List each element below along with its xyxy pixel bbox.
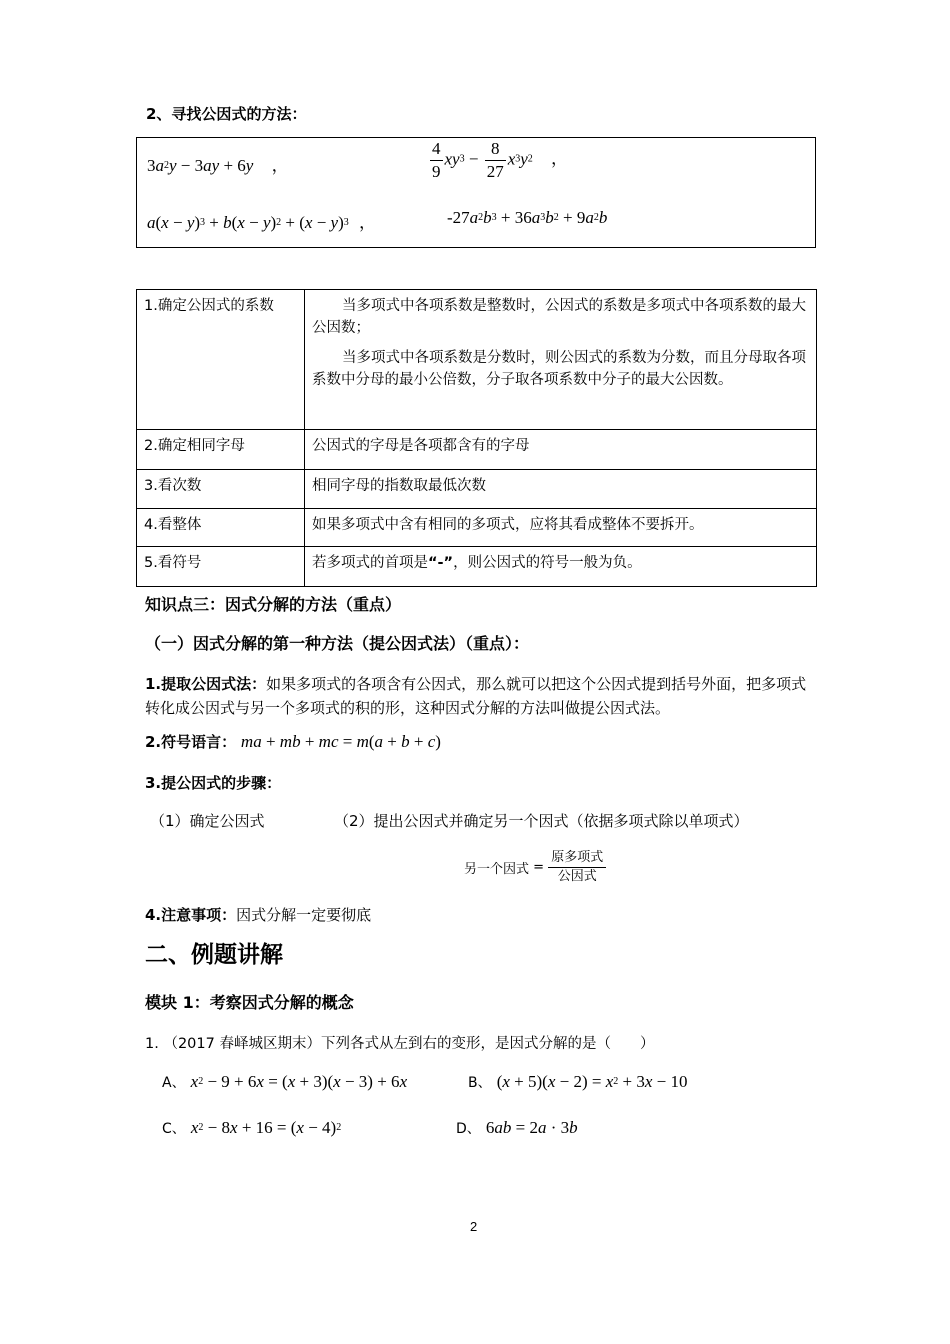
symbol-formula: ma + mb + mc = m(a + b + c) [240, 732, 441, 751]
factor-formula: 另一个因式 = 原多项式 公因式 [464, 849, 606, 886]
formula-left: 另一个因式 [464, 862, 530, 877]
kp3-heading: 知识点三：因式分解的方法（重点） [145, 595, 402, 614]
section-heading: 2、寻找公因式的方法： [146, 105, 307, 123]
page-number: 2 [470, 1219, 478, 1234]
item-4 [145, 903, 371, 927]
item-4-label: 4.注意事项： [145, 906, 237, 924]
table-row [137, 470, 817, 509]
expr-2-sep: ， [551, 149, 569, 169]
expr-1: $3a^2y - 3ay + 6y$ ， [147, 156, 289, 175]
option-c-label: C、 [162, 1121, 186, 1137]
option-b-label: B、 [468, 1075, 492, 1091]
part2-heading: 二、例题讲解 [145, 942, 283, 968]
paragraph: 当多项式中各项系数是分数时，则公因式的系数为分数，而且分母取各项系数中分母的最小公倍数，分子取各项系数中分子的最大公因数。 [312, 350, 806, 388]
item-3-label: 3.提公因式的步骤： [145, 774, 282, 792]
option-a [162, 1072, 407, 1092]
expr-3: $a(x - y)^3 + b(x - y)^2 + (x - y)^3$ ， [147, 213, 377, 232]
row-content: 若多项式的首项是“-”，则公因式的符号一般为负。 [305, 547, 817, 587]
row-label: 5.看符号 [137, 547, 305, 587]
item-2-label: 2.符号语言： [145, 733, 237, 751]
row-content: 相同字母的指数取最低次数 [305, 470, 817, 509]
item-1-label: 1.提取公因式法： [145, 675, 267, 693]
expr-1-sep: ， [271, 156, 289, 175]
table-row [137, 290, 817, 430]
method-table [136, 289, 817, 587]
expr-2: $\frac{4}{9}$ $xy^3$ − $\frac{8}{27}$ $x^3y^2$ ， [432, 139, 569, 181]
option-b [468, 1072, 688, 1092]
module-heading: 模块 1：考察因式分解的概念 [145, 993, 354, 1012]
row-content: 公因式的字母是各项都含有的字母 [305, 430, 817, 470]
paragraph: 当多项式中各项系数是整数时，公因式的系数是多项式中各项系数的最大公因数； [312, 298, 806, 336]
question-1: 1. （2017 春峄城区期末）下列各式从左到右的变形，是因式分解的是（ ） [145, 1036, 655, 1052]
step-2: （2）提出公因式并确定另一个因式（依据多项式除以单项式） [334, 812, 749, 830]
option-a-label: A、 [162, 1075, 186, 1091]
item-1-text: 如果多项式的各项含有公因式，那么就可以把这个公因式提到括号外面，把多项式转化成公因式与另一个多项式的积的形，这种因式分解的方法叫做提公因式法。 [145, 675, 807, 717]
row-content: 如果多项式中含有相同的多项式，应将其看成整体不要拆开。 [305, 509, 817, 547]
table-row [137, 509, 817, 547]
option-a-expr: $x^2 - 9 + 6x = (x + 3)(x - 3) + 6x$ [190, 1072, 408, 1091]
table-row [137, 430, 817, 470]
row-label: 1.确定公因式的系数 [137, 290, 305, 430]
row-label: 2.确定相同字母 [137, 430, 305, 470]
option-c-expr: $x^2 - 8x + 16 = (x - 4)^2$ [190, 1118, 342, 1137]
kp3-subheading: （一）因式分解的第一种方法（提公因式法）（重点）： [145, 634, 530, 653]
option-b-expr: $(x + 5)(x - 2) = x^2 + 3x - 10$ [496, 1072, 688, 1091]
expr-4: $-27a^2b^3 + 36a^3b^2 + 9a^2b$ [447, 208, 608, 227]
option-c [162, 1118, 341, 1138]
option-d-expr: 6ab = 2a · 3b [485, 1118, 578, 1137]
fraction: $\frac{8}{27}$ [486, 139, 504, 181]
item-1 [145, 672, 815, 720]
option-d [456, 1118, 578, 1138]
option-d-label: D、 [456, 1121, 481, 1137]
row-label: 4.看整体 [137, 509, 305, 547]
step-1: （1）确定公因式 [150, 812, 265, 830]
item-4-text: 因式分解一定要彻底 [236, 906, 372, 924]
item-2 [145, 730, 441, 754]
table-row [137, 547, 817, 587]
row-content [305, 290, 817, 430]
minus-quote: “-” [428, 555, 454, 571]
fraction: $\frac{4}{9}$ [432, 139, 441, 181]
expr-3-sep: ， [359, 213, 377, 232]
row-label: 3.看次数 [137, 470, 305, 509]
formula-fraction: 原多项式 公因式 [548, 849, 606, 886]
